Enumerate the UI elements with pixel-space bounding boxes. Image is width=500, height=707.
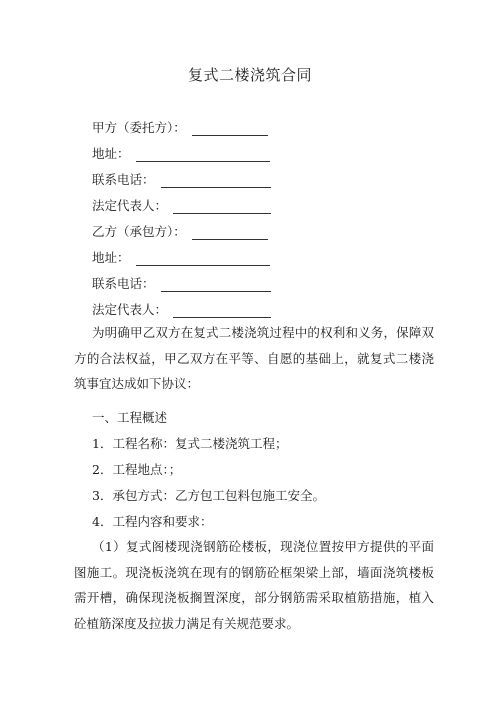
- party-a-rep-line: [92, 196, 271, 214]
- party-a-phone-blank: [161, 176, 271, 188]
- party-a-blank: [192, 124, 268, 136]
- party-b-phone-blank: [161, 280, 271, 292]
- party-b-phone-label: 联系电话：: [92, 276, 155, 291]
- party-a-phone-line: [92, 170, 271, 188]
- party-b-address-line: [92, 248, 270, 266]
- party-b-blank: [192, 228, 268, 240]
- party-a-address-line: [92, 144, 270, 162]
- party-a-rep-label: 法定代表人：: [92, 198, 168, 213]
- party-a-label: 甲方（委托方）：: [92, 120, 186, 135]
- party-a-address-label: 地址：: [92, 146, 130, 161]
- party-a-line: [92, 118, 268, 136]
- party-b-address-label: 地址：: [92, 250, 130, 265]
- party-b-phone-line: [92, 274, 271, 292]
- sub-paragraph: （1）复式阁楼现浇钢筋砼楼板，现浇位置按甲方提供的平面图施工。现浇板浇筑在现有的钢筋砼框架梁上部，墙面浇筑楼板需开槽，确保现浇板搁置深度，部分钢筋需采取植筋措施，植入砼植筋深度及拉拔力满足有关规范要求。: [74, 539, 434, 631]
- party-b-address-blank: [136, 254, 270, 266]
- list-item: 3．承包方式：乙方包工包料包施工安全。: [92, 488, 325, 503]
- party-b-label: 乙方（承包方）：: [92, 224, 186, 239]
- party-a-phone-label: 联系电话：: [92, 172, 155, 187]
- list-item: 1．工程名称：复式二楼浇筑工程；: [92, 436, 288, 451]
- party-b-rep-line: [92, 300, 271, 318]
- page-title: 复式二楼浇筑合同: [187, 66, 312, 84]
- intro-paragraph: 为明确甲乙双方在复式二楼浇筑过程中的权利和义务，保障双方的合法权益，甲乙双方在平等、自愿的基础上，就复式二楼浇筑事宜达成如下协议：: [74, 325, 434, 391]
- party-b-rep-label: 法定代表人：: [92, 302, 168, 317]
- party-a-rep-blank: [173, 202, 271, 214]
- party-b-rep-blank: [173, 306, 271, 318]
- list-item: 2．工程地点：；: [92, 462, 182, 477]
- list-item: 4．工程内容和要求：: [92, 514, 213, 529]
- section-heading: 一、工程概述: [92, 410, 168, 425]
- party-b-line: [92, 222, 268, 240]
- party-a-address-blank: [136, 150, 270, 162]
